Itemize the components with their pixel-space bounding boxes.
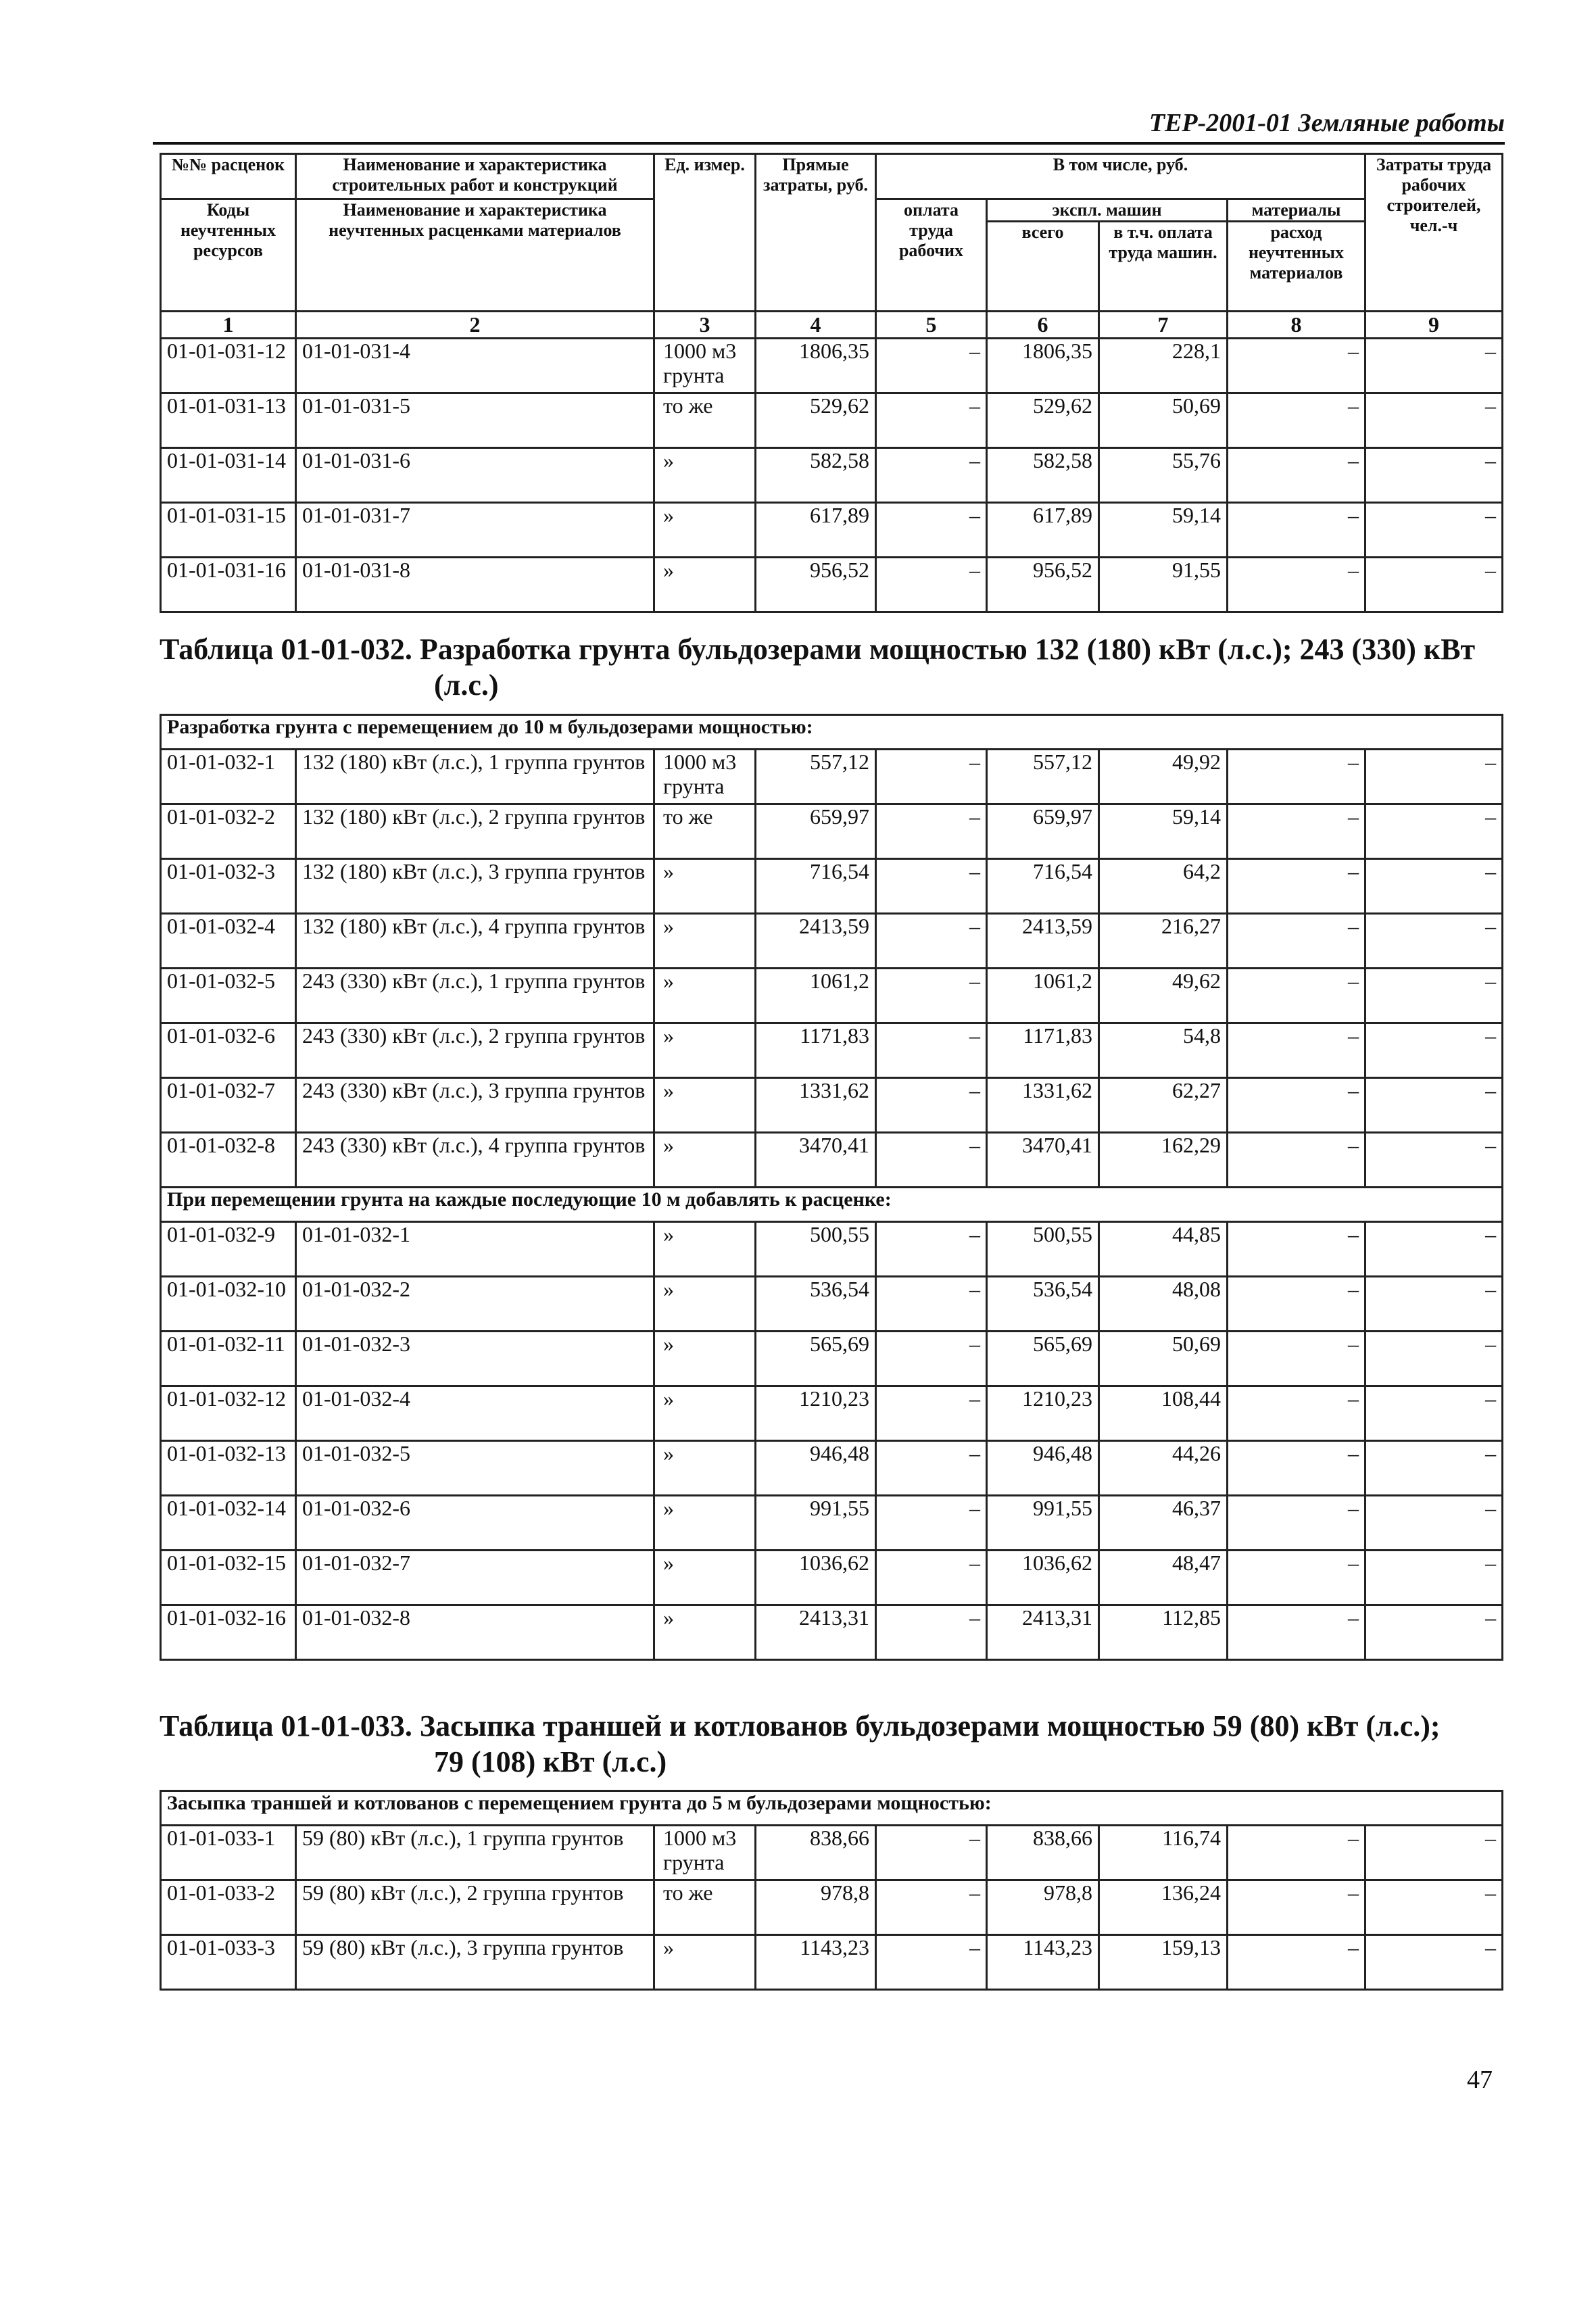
direct-cost: 565,69 — [756, 1332, 876, 1386]
col-num: 4 — [756, 312, 876, 339]
machine-labor-cost: 116,74 — [1099, 1826, 1228, 1880]
labor-cost: – — [876, 859, 987, 914]
machine-cost: 659,97 — [987, 804, 1099, 859]
col-num: 2 — [296, 312, 654, 339]
machine-labor-cost: 162,29 — [1099, 1133, 1228, 1188]
rate-name: 132 (180) кВт (л.с.), 3 группа грунтов — [296, 859, 654, 914]
direct-cost: 529,62 — [756, 393, 876, 448]
labor-cost: – — [876, 1496, 987, 1551]
labor-hours: – — [1365, 969, 1503, 1023]
table-row — [161, 503, 1503, 558]
rate-name: 01-01-032-1 — [296, 1222, 654, 1277]
unit-of-measure: то же — [654, 1880, 756, 1935]
table-033 — [160, 1790, 1503, 1991]
rate-code: 01-01-032-14 — [161, 1496, 296, 1551]
rate-code: 01-01-032-16 — [161, 1605, 296, 1660]
rate-code: 01-01-031-16 — [161, 558, 296, 612]
labor-hours: – — [1365, 914, 1503, 969]
machine-labor-cost: 54,8 — [1099, 1023, 1228, 1078]
col-num: 5 — [876, 312, 987, 339]
machine-labor-cost: 108,44 — [1099, 1386, 1228, 1441]
rate-code: 01-01-031-12 — [161, 339, 296, 393]
rate-code: 01-01-032-5 — [161, 969, 296, 1023]
unit-of-measure: то же — [654, 804, 756, 859]
machine-cost: 956,52 — [987, 558, 1099, 612]
table-033-body-1 — [161, 1826, 1503, 1990]
labor-hours: – — [1365, 1826, 1503, 1880]
table-032-section-1 — [161, 715, 1503, 750]
labor-cost: – — [876, 1441, 987, 1496]
machine-labor-cost: 55,76 — [1099, 448, 1228, 503]
direct-cost: 1143,23 — [756, 1935, 876, 1990]
labor-hours: – — [1365, 1078, 1503, 1133]
machine-labor-cost: 159,13 — [1099, 1935, 1228, 1990]
rate-code: 01-01-033-2 — [161, 1880, 296, 1935]
materials-cost: – — [1228, 1605, 1365, 1660]
direct-cost: 1806,35 — [756, 339, 876, 393]
rate-name: 01-01-031-6 — [296, 448, 654, 503]
materials-cost: – — [1228, 503, 1365, 558]
labor-cost: – — [876, 1935, 987, 1990]
machine-labor-cost: 64,2 — [1099, 859, 1228, 914]
header-col1-bottom: Коды неучтенных ресурсов — [161, 199, 296, 312]
machine-labor-cost: 216,27 — [1099, 914, 1228, 969]
header-col3: Ед. измер. — [654, 154, 756, 312]
rate-code: 01-01-032-11 — [161, 1332, 296, 1386]
table-row — [161, 1605, 1503, 1660]
unit-of-measure: » — [654, 1935, 756, 1990]
labor-cost: – — [876, 1277, 987, 1332]
labor-cost: – — [876, 1826, 987, 1880]
direct-cost: 956,52 — [756, 558, 876, 612]
header-machines: экспл. машин — [987, 199, 1228, 222]
table-032-title-line1: Таблица 01-01-032. Разработка грунта бульдозерами мощностью 132 (180) кВт (л.с.); 243 (330) кВт — [160, 633, 1476, 666]
machine-cost: 1806,35 — [987, 339, 1099, 393]
rate-code: 01-01-032-2 — [161, 804, 296, 859]
section-title: При перемещении грунта на каждые последующие 10 м добавлять к расценке: — [161, 1188, 1503, 1222]
materials-cost: – — [1228, 1277, 1365, 1332]
unit-of-measure: » — [654, 503, 756, 558]
direct-cost: 500,55 — [756, 1222, 876, 1277]
machine-labor-cost: 48,47 — [1099, 1551, 1228, 1605]
machine-cost: 2413,59 — [987, 914, 1099, 969]
table-row — [161, 1023, 1503, 1078]
machine-labor-cost: 136,24 — [1099, 1880, 1228, 1935]
unit-of-measure: » — [654, 1605, 756, 1660]
labor-cost: – — [876, 1078, 987, 1133]
labor-hours: – — [1365, 1605, 1503, 1660]
labor-cost: – — [876, 1386, 987, 1441]
header-row-1 — [161, 154, 1503, 199]
table-row — [161, 1880, 1503, 1935]
labor-cost: – — [876, 914, 987, 969]
materials-cost: – — [1228, 448, 1365, 503]
table-row — [161, 1332, 1503, 1386]
header-col2-top: Наименование и характеристика строительных работ и конструкций — [296, 154, 654, 199]
table-row — [161, 1826, 1503, 1880]
rate-name: 01-01-031-4 — [296, 339, 654, 393]
machine-labor-cost: 91,55 — [1099, 558, 1228, 612]
header-col6: всего — [987, 222, 1099, 312]
table-row — [161, 1277, 1503, 1332]
labor-cost: – — [876, 393, 987, 448]
materials-cost: – — [1228, 1551, 1365, 1605]
materials-cost: – — [1228, 1023, 1365, 1078]
table-032-body-1 — [161, 750, 1503, 1188]
rate-code: 01-01-032-7 — [161, 1078, 296, 1133]
unit-of-measure: » — [654, 448, 756, 503]
direct-cost: 1171,83 — [756, 1023, 876, 1078]
rate-code: 01-01-031-14 — [161, 448, 296, 503]
machine-cost: 1036,62 — [987, 1551, 1099, 1605]
rate-code: 01-01-032-3 — [161, 859, 296, 914]
rate-name: 243 (330) кВт (л.с.), 4 группа грунтов — [296, 1133, 654, 1188]
table-row — [161, 750, 1503, 804]
unit-of-measure: » — [654, 1551, 756, 1605]
materials-cost: – — [1228, 1078, 1365, 1133]
labor-cost: – — [876, 1332, 987, 1386]
table-row — [161, 393, 1503, 448]
header-col2-bottom: Наименование и характеристика неучтенных расценками материалов — [296, 199, 654, 312]
labor-cost: – — [876, 558, 987, 612]
table-row — [161, 1441, 1503, 1496]
unit-of-measure: » — [654, 1023, 756, 1078]
rate-name: 01-01-031-8 — [296, 558, 654, 612]
labor-hours: – — [1365, 1023, 1503, 1078]
labor-hours: – — [1365, 1496, 1503, 1551]
rate-code: 01-01-033-1 — [161, 1826, 296, 1880]
machine-labor-cost: 59,14 — [1099, 503, 1228, 558]
table-row — [161, 1551, 1503, 1605]
header-col1-top: №№ расценок — [161, 154, 296, 199]
labor-cost: – — [876, 1605, 987, 1660]
direct-cost: 2413,59 — [756, 914, 876, 969]
direct-cost: 617,89 — [756, 503, 876, 558]
materials-cost: – — [1228, 1496, 1365, 1551]
unit-of-measure: » — [654, 1441, 756, 1496]
table-row — [161, 969, 1503, 1023]
direct-cost: 536,54 — [756, 1277, 876, 1332]
rate-name: 243 (330) кВт (л.с.), 1 группа грунтов — [296, 969, 654, 1023]
labor-cost: – — [876, 969, 987, 1023]
direct-cost: 659,97 — [756, 804, 876, 859]
machine-cost: 3470,41 — [987, 1133, 1099, 1188]
unit-of-measure: » — [654, 1133, 756, 1188]
labor-hours: – — [1365, 750, 1503, 804]
unit-of-measure: » — [654, 1277, 756, 1332]
direct-cost: 1331,62 — [756, 1078, 876, 1133]
labor-hours: – — [1365, 1222, 1503, 1277]
table-row — [161, 1496, 1503, 1551]
rate-code: 01-01-032-8 — [161, 1133, 296, 1188]
machine-labor-cost: 62,27 — [1099, 1078, 1228, 1133]
machine-labor-cost: 48,08 — [1099, 1277, 1228, 1332]
table-row — [161, 558, 1503, 612]
col-num: 9 — [1365, 312, 1503, 339]
table-row — [161, 1222, 1503, 1277]
header-col4: Прямые затраты, руб. — [756, 154, 876, 312]
materials-cost: – — [1228, 859, 1365, 914]
rate-name: 01-01-032-5 — [296, 1441, 654, 1496]
labor-hours: – — [1365, 448, 1503, 503]
materials-cost: – — [1228, 1133, 1365, 1188]
materials-cost: – — [1228, 914, 1365, 969]
machine-cost: 978,8 — [987, 1880, 1099, 1935]
machine-labor-cost: 46,37 — [1099, 1496, 1228, 1551]
direct-cost: 557,12 — [756, 750, 876, 804]
table-row — [161, 1935, 1503, 1990]
table-row — [161, 1133, 1503, 1188]
rate-name: 243 (330) кВт (л.с.), 3 группа грунтов — [296, 1078, 654, 1133]
labor-hours: – — [1365, 1277, 1503, 1332]
direct-cost: 1210,23 — [756, 1386, 876, 1441]
labor-hours: – — [1365, 1133, 1503, 1188]
rate-code: 01-01-032-9 — [161, 1222, 296, 1277]
table-row — [161, 804, 1503, 859]
machine-labor-cost: 49,92 — [1099, 750, 1228, 804]
labor-cost: – — [876, 1023, 987, 1078]
rate-code: 01-01-032-6 — [161, 1023, 296, 1078]
rate-name: 01-01-032-7 — [296, 1551, 654, 1605]
machine-cost: 617,89 — [987, 503, 1099, 558]
machine-labor-cost: 44,85 — [1099, 1222, 1228, 1277]
machine-cost: 1143,23 — [987, 1935, 1099, 1990]
materials-cost: – — [1228, 750, 1365, 804]
col-num: 6 — [987, 312, 1099, 339]
direct-cost: 716,54 — [756, 859, 876, 914]
materials-cost: – — [1228, 339, 1365, 393]
materials-cost: – — [1228, 1222, 1365, 1277]
unit-of-measure: то же — [654, 393, 756, 448]
direct-cost: 1061,2 — [756, 969, 876, 1023]
direct-cost: 2413,31 — [756, 1605, 876, 1660]
header-col7: в т.ч. оплата труда машин. — [1099, 222, 1228, 312]
materials-cost: – — [1228, 1441, 1365, 1496]
labor-hours: – — [1365, 503, 1503, 558]
labor-hours: – — [1365, 859, 1503, 914]
running-head: ТЕР-2001-01 Земляные работы — [153, 108, 1505, 145]
unit-of-measure: 1000 м3 грунта — [654, 1826, 756, 1880]
unit-of-measure: » — [654, 1386, 756, 1441]
labor-hours: – — [1365, 1880, 1503, 1935]
column-numbers-row — [161, 312, 1503, 339]
materials-cost: – — [1228, 1826, 1365, 1880]
labor-hours: – — [1365, 558, 1503, 612]
machine-cost: 500,55 — [987, 1222, 1099, 1277]
header-col8: расход неучтенных материалов — [1228, 222, 1365, 312]
table-row — [161, 914, 1503, 969]
direct-cost: 991,55 — [756, 1496, 876, 1551]
labor-hours: – — [1365, 1332, 1503, 1386]
rate-name: 01-01-032-6 — [296, 1496, 654, 1551]
table-033-title — [160, 1709, 1501, 1780]
rate-code: 01-01-032-10 — [161, 1277, 296, 1332]
unit-of-measure: » — [654, 1496, 756, 1551]
table-row — [161, 339, 1503, 393]
unit-of-measure: » — [654, 558, 756, 612]
direct-cost: 3470,41 — [756, 1133, 876, 1188]
rate-code: 01-01-032-12 — [161, 1386, 296, 1441]
table-row — [161, 448, 1503, 503]
table-row — [161, 1386, 1503, 1441]
labor-cost: – — [876, 750, 987, 804]
table-033-section-1 — [161, 1791, 1503, 1826]
machine-cost: 1061,2 — [987, 969, 1099, 1023]
direct-cost: 582,58 — [756, 448, 876, 503]
machine-cost: 946,48 — [987, 1441, 1099, 1496]
materials-cost: – — [1228, 1386, 1365, 1441]
materials-cost: – — [1228, 1332, 1365, 1386]
table-032-section-2 — [161, 1188, 1503, 1222]
rate-name: 59 (80) кВт (л.с.), 2 группа грунтов — [296, 1880, 654, 1935]
col-num: 8 — [1228, 312, 1365, 339]
machine-cost: 991,55 — [987, 1496, 1099, 1551]
direct-cost: 838,66 — [756, 1826, 876, 1880]
unit-of-measure: 1000 м3 грунта — [654, 339, 756, 393]
direct-cost: 978,8 — [756, 1880, 876, 1935]
machine-labor-cost: 112,85 — [1099, 1605, 1228, 1660]
machine-cost: 1171,83 — [987, 1023, 1099, 1078]
unit-of-measure: » — [654, 969, 756, 1023]
rate-code: 01-01-031-15 — [161, 503, 296, 558]
table-row — [161, 859, 1503, 914]
col-num: 1 — [161, 312, 296, 339]
table-031-body — [161, 339, 1503, 612]
section-title: Засыпка траншей и котлованов с перемещением грунта до 5 м бульдозерами мощностью: — [161, 1791, 1503, 1826]
rate-name: 01-01-032-3 — [296, 1332, 654, 1386]
section-title: Разработка грунта с перемещением до 10 м бульдозерами мощностью: — [161, 715, 1503, 750]
rate-name: 01-01-031-5 — [296, 393, 654, 448]
machine-cost: 582,58 — [987, 448, 1099, 503]
machine-cost: 1331,62 — [987, 1078, 1099, 1133]
machine-labor-cost: 59,14 — [1099, 804, 1228, 859]
col-num: 3 — [654, 312, 756, 339]
machine-labor-cost: 50,69 — [1099, 1332, 1228, 1386]
table-031 — [160, 153, 1503, 613]
machine-cost: 1210,23 — [987, 1386, 1099, 1441]
machine-labor-cost: 44,26 — [1099, 1441, 1228, 1496]
header-materials: материалы — [1228, 199, 1365, 222]
table-032-title — [160, 632, 1501, 704]
labor-hours: – — [1365, 393, 1503, 448]
machine-cost: 557,12 — [987, 750, 1099, 804]
machine-labor-cost: 50,69 — [1099, 393, 1228, 448]
unit-of-measure: » — [654, 1078, 756, 1133]
materials-cost: – — [1228, 1880, 1365, 1935]
machine-cost: 536,54 — [987, 1277, 1099, 1332]
rate-name: 243 (330) кВт (л.с.), 2 группа грунтов — [296, 1023, 654, 1078]
table-033-title-line2: 79 (108) кВт (л.с.) — [434, 1745, 667, 1778]
materials-cost: – — [1228, 804, 1365, 859]
rate-code: 01-01-032-15 — [161, 1551, 296, 1605]
col-num: 7 — [1099, 312, 1228, 339]
unit-of-measure: » — [654, 1332, 756, 1386]
labor-hours: – — [1365, 1441, 1503, 1496]
labor-cost: – — [876, 1133, 987, 1188]
header-group: В том числе, руб. — [876, 154, 1365, 199]
rate-code: 01-01-032-13 — [161, 1441, 296, 1496]
labor-cost: – — [876, 1222, 987, 1277]
rate-name: 59 (80) кВт (л.с.), 1 группа грунтов — [296, 1826, 654, 1880]
materials-cost: – — [1228, 1935, 1365, 1990]
labor-hours: – — [1365, 1551, 1503, 1605]
labor-cost: – — [876, 1880, 987, 1935]
header-col9: Затраты труда рабочих строителей, чел.-ч — [1365, 154, 1503, 312]
machine-labor-cost: 49,62 — [1099, 969, 1228, 1023]
header-col5: оплата труда рабочих — [876, 199, 987, 312]
labor-hours: – — [1365, 804, 1503, 859]
machine-cost: 2413,31 — [987, 1605, 1099, 1660]
machine-cost: 838,66 — [987, 1826, 1099, 1880]
labor-cost: – — [876, 448, 987, 503]
rate-name: 01-01-032-4 — [296, 1386, 654, 1441]
table-032-title-line2: (л.с.) — [434, 668, 499, 702]
rate-code: 01-01-032-4 — [161, 914, 296, 969]
labor-hours: – — [1365, 1935, 1503, 1990]
rate-code: 01-01-032-1 — [161, 750, 296, 804]
machine-labor-cost: 228,1 — [1099, 339, 1228, 393]
rate-name: 01-01-032-8 — [296, 1605, 654, 1660]
rate-name: 01-01-032-2 — [296, 1277, 654, 1332]
machine-cost: 716,54 — [987, 859, 1099, 914]
labor-cost: – — [876, 339, 987, 393]
rate-code: 01-01-031-13 — [161, 393, 296, 448]
direct-cost: 946,48 — [756, 1441, 876, 1496]
labor-cost: – — [876, 804, 987, 859]
labor-hours: – — [1365, 1386, 1503, 1441]
machine-cost: 529,62 — [987, 393, 1099, 448]
labor-cost: – — [876, 1551, 987, 1605]
unit-of-measure: 1000 м3 грунта — [654, 750, 756, 804]
labor-cost: – — [876, 503, 987, 558]
materials-cost: – — [1228, 558, 1365, 612]
rate-name: 01-01-031-7 — [296, 503, 654, 558]
direct-cost: 1036,62 — [756, 1551, 876, 1605]
table-032 — [160, 714, 1503, 1661]
labor-hours: – — [1365, 339, 1503, 393]
rate-name: 132 (180) кВт (л.с.), 4 группа грунтов — [296, 914, 654, 969]
table-033-title-line1: Таблица 01-01-033. Засыпка траншей и котлованов бульдозерами мощностью 59 (80) кВт (л.с.); — [160, 1709, 1441, 1743]
rate-name: 132 (180) кВт (л.с.), 1 группа грунтов — [296, 750, 654, 804]
table-row — [161, 1078, 1503, 1133]
table-032-body-2 — [161, 1222, 1503, 1660]
unit-of-measure: » — [654, 859, 756, 914]
unit-of-measure: » — [654, 1222, 756, 1277]
unit-of-measure: » — [654, 914, 756, 969]
rate-code: 01-01-033-3 — [161, 1935, 296, 1990]
page-number: 47 — [1467, 2066, 1493, 2094]
materials-cost: – — [1228, 393, 1365, 448]
materials-cost: – — [1228, 969, 1365, 1023]
machine-cost: 565,69 — [987, 1332, 1099, 1386]
rate-name: 59 (80) кВт (л.с.), 3 группа грунтов — [296, 1935, 654, 1990]
rate-name: 132 (180) кВт (л.с.), 2 группа грунтов — [296, 804, 654, 859]
